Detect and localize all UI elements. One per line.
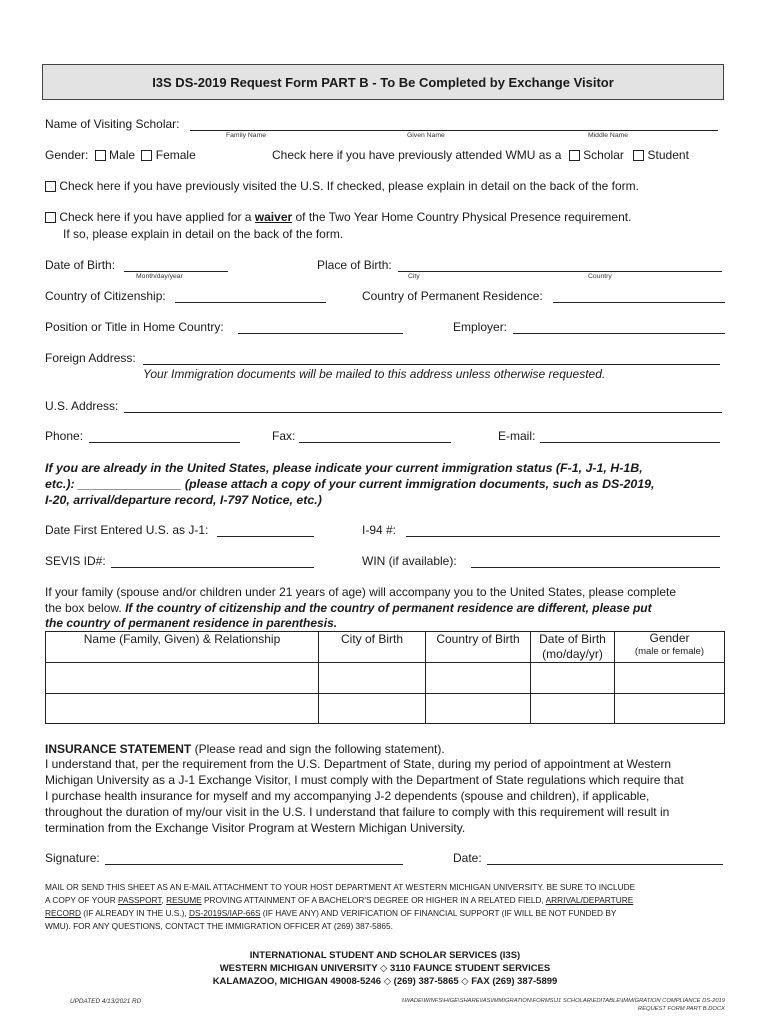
foreign-address-label: Foreign Address:: [45, 351, 136, 365]
win-label: WIN (if available):: [362, 554, 457, 568]
header-city: City of Birth: [340, 632, 403, 646]
status-line3: I-20, arrival/departure record, I-797 Notice, etc.): [45, 493, 322, 507]
insurance-heading: INSURANCE STATEMENT: [45, 742, 192, 756]
signature-label: Signature:: [45, 851, 100, 865]
header-country: Country of Birth: [436, 632, 520, 646]
scholar-label: Scholar: [583, 148, 624, 162]
visited-checkbox[interactable]: [45, 181, 56, 192]
status-line1: If you are already in the United States, please indicate your current immigration status (F-1, J-1, H-1B,: [45, 461, 643, 475]
male-checkbox[interactable]: [95, 150, 106, 161]
waiver-post: of the Two Year Home Country Physical Presence requirement.: [292, 210, 632, 224]
waiver-pre: Check here if you have applied for a: [59, 210, 255, 224]
waiver-checkbox[interactable]: [45, 212, 56, 223]
passport-text: PASSPORT: [118, 895, 162, 905]
waiver-line2: If so, please explain in detail on the back of the form.: [63, 227, 344, 241]
insurance-line3: I purchase health insurance for myself and my accompanying J-2 dependents (spouse and children), if applicable,: [45, 789, 650, 803]
female-label: Female: [155, 148, 196, 162]
citizenship-input[interactable]: [175, 302, 326, 303]
name-label: Name of Visiting Scholar:: [45, 117, 180, 131]
table-row[interactable]: [46, 663, 725, 694]
pob-country-caption: Country: [588, 273, 612, 280]
header-gender-sub: (male or female): [634, 646, 705, 657]
win-input[interactable]: [471, 567, 720, 568]
dob-label: Date of Birth:: [45, 258, 116, 272]
i94-input[interactable]: [406, 536, 720, 537]
pob-input[interactable]: [398, 271, 722, 272]
insurance-line5: termination from the Exchange Visitor Program at Western Michigan University.: [45, 821, 466, 835]
header-dob-format: (mo/day/yr): [542, 647, 603, 661]
waiver-word: waiver: [254, 210, 293, 224]
fax-label: Fax:: [272, 429, 296, 443]
insurance-heading-note: (Please read and sign the following statement).: [191, 742, 445, 756]
position-label: Position or Title in Home Country:: [45, 320, 224, 334]
mail-line2c: PROVING ATTAINMENT OF A BACHELOR'S DEGREE OR HIGHER IN A RELATED FIELD,: [201, 895, 546, 905]
footer-line3: KALAMAZOO, MICHIGAN 49008-5246 ◇ (269) 387-5865 ◇ FAX (269) 387-5899: [212, 976, 558, 987]
student-label: Student: [647, 148, 689, 162]
mail-line2a: A COPY OF YOUR: [45, 895, 119, 905]
family-table-header: [46, 632, 725, 663]
dob-input[interactable]: [124, 271, 228, 272]
sevis-label: SEVIS ID#:: [45, 554, 106, 568]
date-entered-label: Date First Entered U.S. as J-1:: [45, 523, 209, 537]
header-name: Name (Family, Given) & Relationship: [83, 632, 281, 646]
arrival-text: ARRIVAL/DEPARTURE: [545, 895, 634, 905]
family-line3: the country of permanent residence in parenthesis.: [45, 616, 338, 630]
residence-label: Country of Permanent Residence:: [362, 289, 543, 303]
gender-label: Gender:: [45, 148, 89, 162]
email-input[interactable]: [540, 442, 720, 443]
visited-label: Check here if you have previously visited the U.S. If checked, please explain in detail on the back of the form.: [59, 179, 639, 193]
us-address-label: U.S. Address:: [45, 399, 119, 413]
form-title: I3S DS-2019 Request Form PART B - To Be Completed by Exchange Visitor: [42, 64, 724, 100]
status-line2: etc.): _______________ (please attach a copy of your current immigration documents, such as DS-2019,: [45, 477, 655, 491]
name-input[interactable]: [190, 130, 718, 131]
fax-input[interactable]: [299, 442, 451, 443]
resume-text: RESUME: [166, 895, 202, 905]
employer-label: Employer:: [453, 320, 508, 334]
updated-note: UPDATED 4/13/2021 RD: [70, 998, 142, 1005]
mail-line3b: (IF HAVE ANY) AND VERIFICATION OF FINANCIAL SUPPORT (IF WILL BE NOT FUNDED BY: [260, 908, 617, 918]
mail-line2b: ,: [161, 895, 167, 905]
date-label: Date:: [453, 851, 482, 865]
file-path-line1: \\WADE\WINFS\HIGE\SHARE\IAS\IMMIGRATION\FORMS\J1 SCHOLAR\EDITABLE\IMMIGRATION COMPLIANCE DS-2019: [401, 998, 725, 1004]
header-gender: Gender: [649, 631, 690, 645]
position-input[interactable]: [238, 333, 403, 334]
record-text: RECORD: [45, 908, 81, 918]
pob-label: Place of Birth:: [317, 258, 392, 272]
middle-name-caption: Middle Name: [588, 132, 629, 139]
table-row[interactable]: [46, 694, 725, 724]
family-line2b: If the country of citizenship and the country of permanent residence are different, please put: [125, 601, 652, 615]
email-label: E-mail:: [498, 429, 536, 443]
sevis-input[interactable]: [111, 567, 314, 568]
i94-label: I-94 #:: [362, 523, 397, 537]
pob-city-caption: City: [408, 273, 420, 280]
signature-input[interactable]: [105, 864, 403, 865]
mail-line3a: (IF ALREADY IN THE U.S.),: [80, 908, 190, 918]
employer-input[interactable]: [513, 333, 725, 334]
foreign-address-note: Your Immigration documents will be mailed to this address unless otherwise requested.: [143, 367, 606, 381]
family-table: [45, 631, 725, 724]
us-address-input[interactable]: [124, 412, 722, 413]
ds-text: DS-2019S/IAP-66S: [189, 908, 261, 918]
residence-input[interactable]: [553, 302, 725, 303]
file-path-line2: REQUEST FORM PART B.DOCX: [637, 1006, 725, 1012]
dob-caption: Month/day/year: [136, 273, 183, 280]
phone-label: Phone:: [45, 429, 84, 443]
family-line2a: the box below.: [45, 601, 126, 615]
insurance-line4: throughout the duration of my/our visit in the U.S. I understand that failure to comply with this requirement will result in: [45, 805, 670, 819]
male-label: Male: [109, 148, 136, 162]
insurance-line1: I understand that, per the requirement from the U.S. Department of State, during my period of appointment at Western: [45, 757, 672, 771]
date-input[interactable]: [487, 864, 723, 865]
phone-input[interactable]: [89, 442, 240, 443]
footer-line1: INTERNATIONAL STUDENT AND SCHOLAR SERVICES (I3S): [249, 950, 521, 961]
footer-line2: WESTERN MICHIGAN UNIVERSITY ◇ 3110 FAUNCE STUDENT SERVICES: [219, 963, 551, 974]
foreign-address-input[interactable]: [143, 364, 720, 365]
female-checkbox[interactable]: [141, 150, 152, 161]
insurance-line2: Michigan University as a J-1 Exchange Visitor, I must comply with the Department of State regulations which require that: [45, 773, 684, 787]
family-name-caption: Family Name: [226, 132, 267, 139]
attended-label: Check here if you have previously attended WMU as a: [272, 148, 562, 162]
scholar-checkbox[interactable]: [569, 150, 580, 161]
header-dob: Date of Birth: [539, 632, 606, 646]
mail-line1: MAIL OR SEND THIS SHEET AS AN E-MAIL ATTACHMENT TO YOUR HOST DEPARTMENT AT WESTERN MICHIGAN UNIVERSITY. BE SURE TO INCLUDE: [45, 882, 636, 892]
given-name-caption: Given Name: [407, 132, 445, 139]
family-line1: If your family (spouse and/or children under 21 years of age) will accompany you to the United States, please complete: [45, 585, 677, 599]
date-entered-input[interactable]: [217, 536, 314, 537]
student-checkbox[interactable]: [633, 150, 644, 161]
mail-line4: WMU). FOR ANY QUESTIONS, CONTACT THE IMMIGRATION OFFICER AT (269) 387-5865.: [45, 921, 393, 931]
citizenship-label: Country of Citizenship:: [45, 289, 166, 303]
